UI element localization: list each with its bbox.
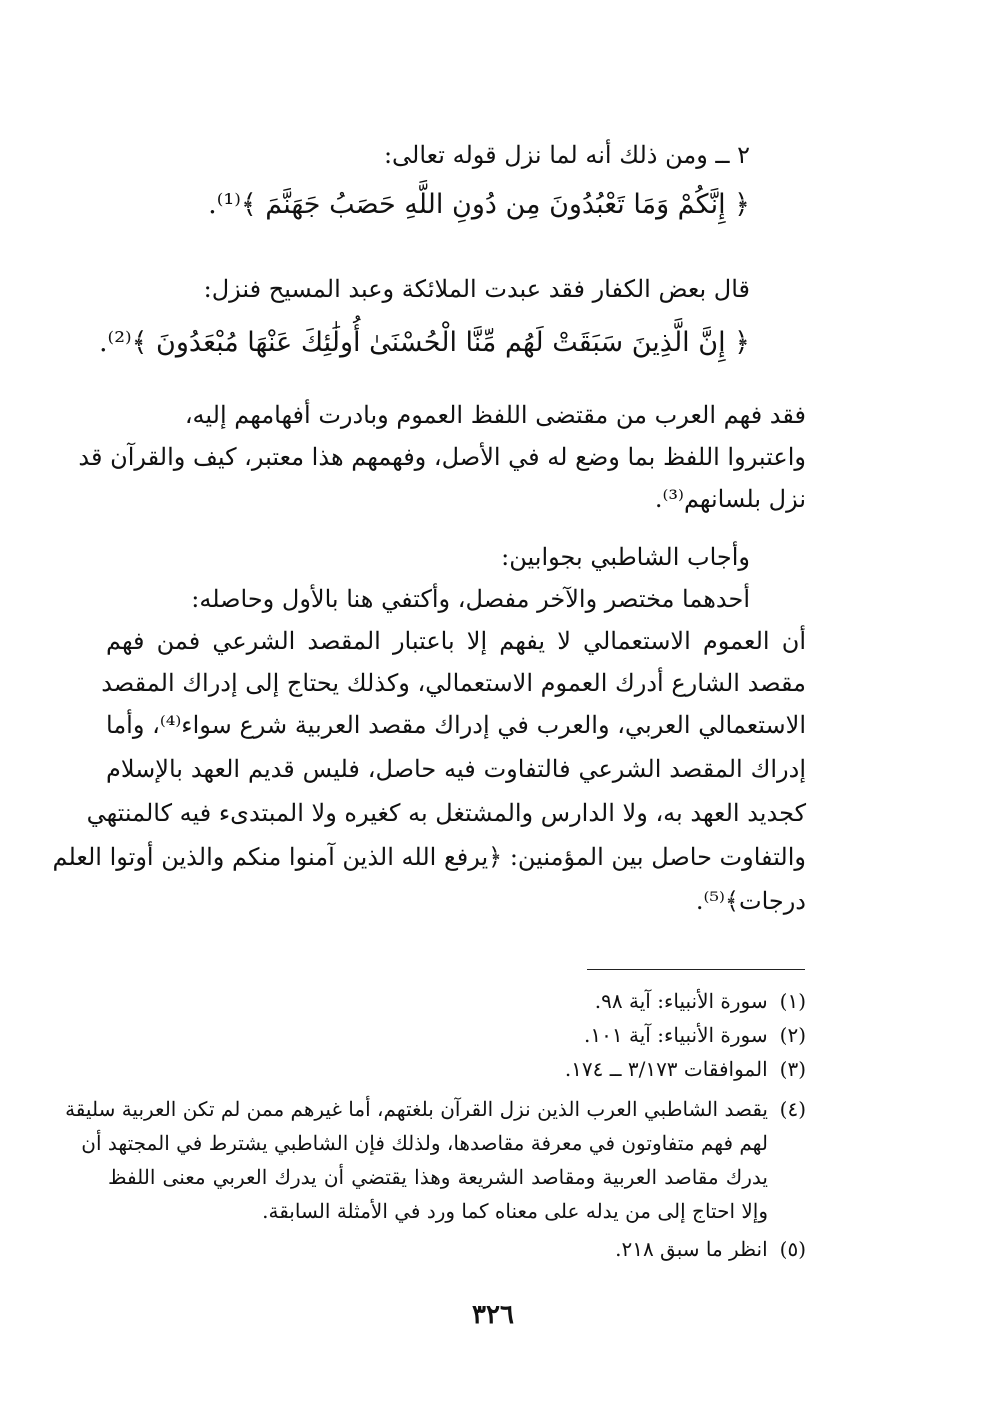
paragraph-2-line: أن العموم الاستعمالي لا يفهم إلا باعتبار المقصد الشرعي فمن فهم: [106, 627, 806, 655]
paragraph-2-line: مقصد الشارع أدرك العموم الاستعمالي، وكذلك يحتاج إلى إدراك المقصد: [101, 669, 806, 697]
paragraph-1-line: نزل بلسانهم⁽³⁾.: [654, 485, 806, 513]
footnote-3: [565, 1054, 806, 1084]
paragraph-2-line: والتفاوت حاصل بين المؤمنين: ﴿يرفع الله الذين آمنوا منكم والذين أوتوا العلم: [52, 843, 806, 871]
footnote-number: (١): [779, 989, 806, 1013]
footnote-4-line: يدرك مقاصد العربية ومقاصد الشريعة وهذا يقتضي أن يدرك العربي معنى اللفظ: [108, 1165, 768, 1189]
paragraph-2-line: إدراك المقصد الشرعي فالتفاوت فيه حاصل، فليس قديم العهد بالإسلام: [106, 755, 806, 783]
footnote-number: (٤): [779, 1097, 806, 1121]
footnote-2: [584, 1020, 806, 1050]
footnote-4-line: لهم فهم متفاوتون في معرفة مقاصدها، ولذلك فإن الشاطبي يشترط في المجتهد أن: [81, 1131, 768, 1155]
footnote-4: [768, 1094, 806, 1124]
answer-intro: وأجاب الشاطبي بجوابين:: [501, 543, 750, 571]
footnote-number: (٣): [779, 1057, 806, 1081]
kuffar-statement: قال بعض الكفار فقد عبدت الملائكة وعبد المسيح فنزل:: [203, 275, 750, 303]
paragraph-1-line: فقد فهم العرب من مقتضى اللفظ العموم وبادرت أفهامهم إليه،: [184, 401, 806, 429]
page-number: ٣٢٦: [472, 1300, 514, 1330]
footnote-4-line: وإلا احتاج إلى من يدله على معناه كما ورد في الأمثلة السابقة.: [262, 1199, 768, 1223]
footnote-text: الموافقات ٣/١٧٣ ــ ١٧٤.: [564, 1057, 768, 1081]
paragraph-2-line: درجات﴾⁽⁵⁾.: [695, 887, 806, 915]
footnote-4-line: يقصد الشاطبي العرب الذين نزل القرآن بلغتهم، أما غيرهم ممن لم تكن العربية سليقة: [65, 1097, 768, 1121]
footnote-1: [595, 986, 806, 1016]
footnote-text: انظر ما سبق ٢١٨.: [615, 1237, 768, 1261]
footnote-number: (٢): [779, 1023, 806, 1047]
footnote-5: [615, 1234, 806, 1264]
answer-summary: أحدهما مختصر والآخر مفصل، وأكتفي هنا بالأول وحاصله:: [191, 585, 750, 613]
footnote-number: (٥): [779, 1237, 806, 1261]
footnote-text: سورة الأنبياء: آية ٩٨.: [594, 989, 768, 1013]
paragraph-2-line: الاستعمالي العربي، والعرب في إدراك مقصد العربية شرع سواء⁽⁴⁾، وأما: [106, 711, 806, 739]
paragraph-1-line: واعتبروا اللفظ بما وضع له في الأصل، وفهمهم هذا معتبر، كيف والقرآن قد: [78, 443, 806, 471]
footnote-text: سورة الأنبياء: آية ١٠١.: [584, 1023, 768, 1047]
footnote-separator: [587, 969, 805, 970]
paragraph-2-line: كجديد العهد به، ولا الدارس والمشتغل به كغيره ولا المبتدىء فيه كالمنتهي: [86, 799, 806, 827]
quran-verse-2: ﴿ إِنَّ الَّذِينَ سَبَقَتْ لَهُم مِّنَّا الْحُسْنَىٰ أُولَٰئِكَ عَنْهَا مُبْعَدُونَ ﴾⁽²⁾.: [98, 327, 750, 358]
quran-verse-1: ﴿ إِنَّكُمْ وَمَا تَعْبُدُونَ مِن دُونِ اللَّهِ حَصَبُ جَهَنَّمَ ﴾⁽¹⁾.: [208, 189, 750, 220]
item-2-intro: ٢ ــ ومن ذلك أنه لما نزل قوله تعالى:: [383, 141, 750, 169]
